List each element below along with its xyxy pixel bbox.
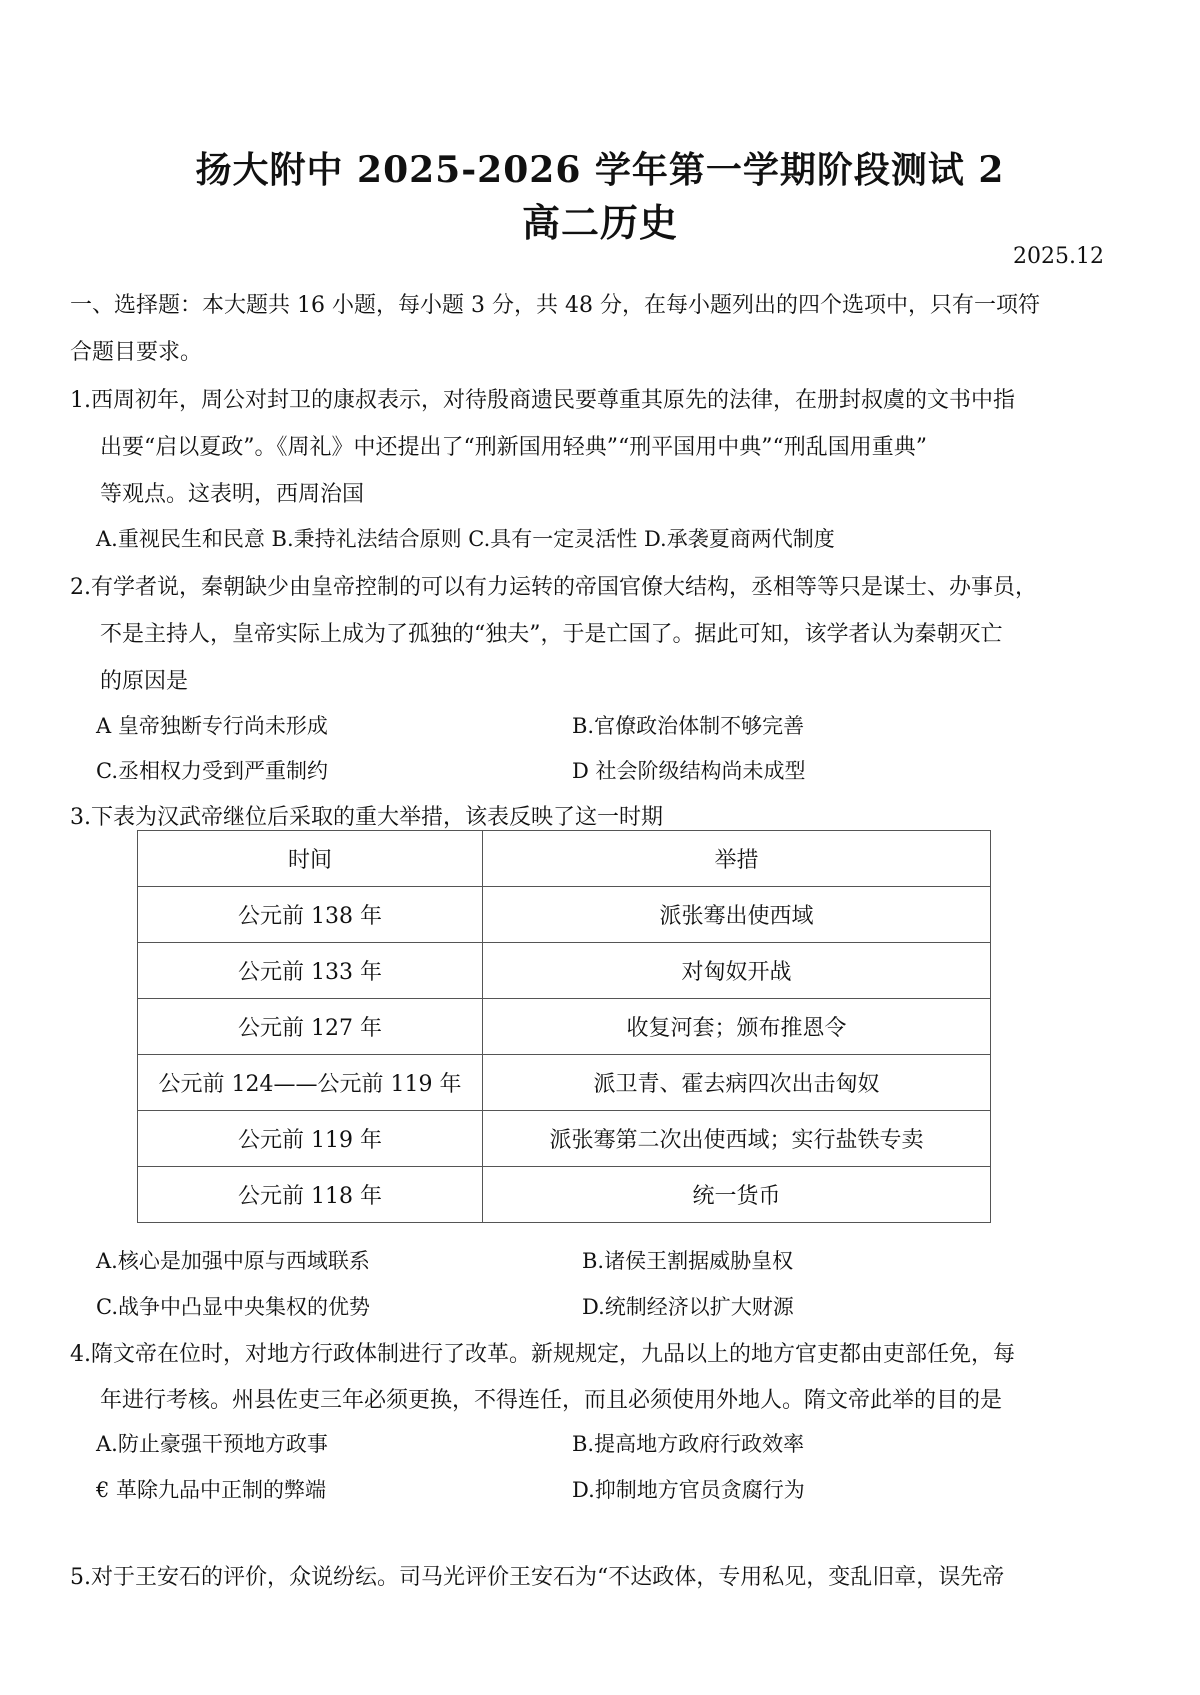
q2-option-c: C.丞相权力受到严重制约 — [96, 759, 328, 783]
table-row — [138, 999, 991, 1055]
q3-option-b: B.诸侯王割据威胁皇权 — [582, 1249, 794, 1273]
q4-option-a: A.防止豪强干预地方政事 — [96, 1432, 328, 1456]
table-cell-measure: 派张骞第二次出使西域；实行盐铁专卖 — [483, 1111, 991, 1167]
q1-stem-line-1: 1.西周初年，周公对封卫的康叔表示，对待殷商遗民要尊重其原先的法律，在册封叔虞的文书中指 — [70, 388, 1015, 413]
q2-stem-line-3: 的原因是 — [100, 669, 189, 694]
table-row — [138, 1167, 991, 1223]
q4-stem-line-1: 4.隋文帝在位时，对地方行政体制进行了改革。新规规定，九品以上的地方官吏都由吏部任免，每 — [70, 1342, 1015, 1367]
q2-stem-line-2: 不是主持人，皇帝实际上成为了孤独的“独夫”，于是亡国了。据此可知，该学者认为秦朝灭亡 — [100, 622, 1003, 647]
exam-title: 扬大附中 2025-2026 学年第一学期阶段测试 2 — [195, 149, 1005, 191]
table-cell-measure: 派张骞出使西域 — [483, 887, 991, 943]
table-cell-time: 公元前 127 年 — [138, 999, 483, 1055]
table-cell-time: 公元前 124——公元前 119 年 — [138, 1055, 483, 1111]
table-cell-time: 公元前 138 年 — [138, 887, 483, 943]
q2-option-d: D 社会阶级结构尚未成型 — [572, 759, 806, 783]
table-cell-time: 公元前 133 年 — [138, 943, 483, 999]
q2-option-b: B.官僚政治体制不够完善 — [572, 714, 805, 738]
q3-stem: 3.下表为汉武帝继位后采取的重大举措，该表反映了这一时期 — [70, 805, 663, 830]
table-row — [138, 1111, 991, 1167]
table-cell-measure: 统一货币 — [483, 1167, 991, 1223]
q3-table — [137, 830, 991, 1223]
table-cell-measure: 派卫青、霍去病四次出击匈奴 — [483, 1055, 991, 1111]
q3-option-c: C.战争中凸显中央集权的优势 — [96, 1295, 370, 1319]
q3-option-d: D.统制经济以扩大财源 — [582, 1295, 794, 1319]
table-cell-measure: 对匈奴开战 — [483, 943, 991, 999]
section-intro-line-2: 合题目要求。 — [70, 340, 203, 365]
table-cell-measure: 收复河套；颁布推恩令 — [483, 999, 991, 1055]
table-row — [138, 943, 991, 999]
q2-option-a: A 皇帝独断专行尚未形成 — [96, 714, 328, 738]
table-row — [138, 887, 991, 943]
q4-option-c: € 革除九品中正制的弊端 — [96, 1478, 327, 1502]
q4-option-b: B.提高地方政府行政效率 — [572, 1432, 805, 1456]
q1-stem-line-3: 等观点。这表明，西周治国 — [100, 482, 365, 507]
table-header-row — [138, 831, 991, 887]
q5-stem-line-1: 5.对于王安石的评价，众说纷纭。司马光评价王安石为“不达政体，专用私见，变乱旧章，误先帝 — [70, 1565, 1005, 1590]
q2-stem-line-1: 2.有学者说，秦朝缺少由皇帝控制的可以有力运转的帝国官僚大结构，丞相等等只是谋士、办事员， — [70, 575, 1037, 600]
section-intro-line-1: 一、选择题：本大题共 16 小题，每小题 3 分，共 48 分，在每小题列出的四个选项中，只有一项符 — [70, 293, 1040, 318]
exam-date: 2025.12 — [1013, 244, 1104, 269]
q1-options: A.重视民生和民意 B.秉持礼法结合原则 C.具有一定灵活性 D.承袭夏商两代制度 — [96, 527, 835, 551]
table-cell-time: 公元前 119 年 — [138, 1111, 483, 1167]
q1-stem-line-2: 出要“启以夏政”。《周礼》中还提出了“刑新国用轻典”“刑平国用中典”“刑乱国用重典” — [100, 435, 927, 460]
table-row — [138, 1055, 991, 1111]
table-header-measure: 举措 — [483, 831, 991, 887]
q4-stem-line-2: 年进行考核。州县佐吏三年必须更换，不得连任，而且必须使用外地人。隋文帝此举的目的是 — [100, 1388, 1003, 1413]
exam-subject: 高二历史 — [521, 200, 678, 245]
q3-option-a: A.核心是加强中原与西域联系 — [96, 1249, 370, 1273]
table-header-time: 时间 — [138, 831, 483, 887]
table-cell-time: 公元前 118 年 — [138, 1167, 483, 1223]
q4-option-d: D.抑制地方官员贪腐行为 — [572, 1478, 805, 1502]
